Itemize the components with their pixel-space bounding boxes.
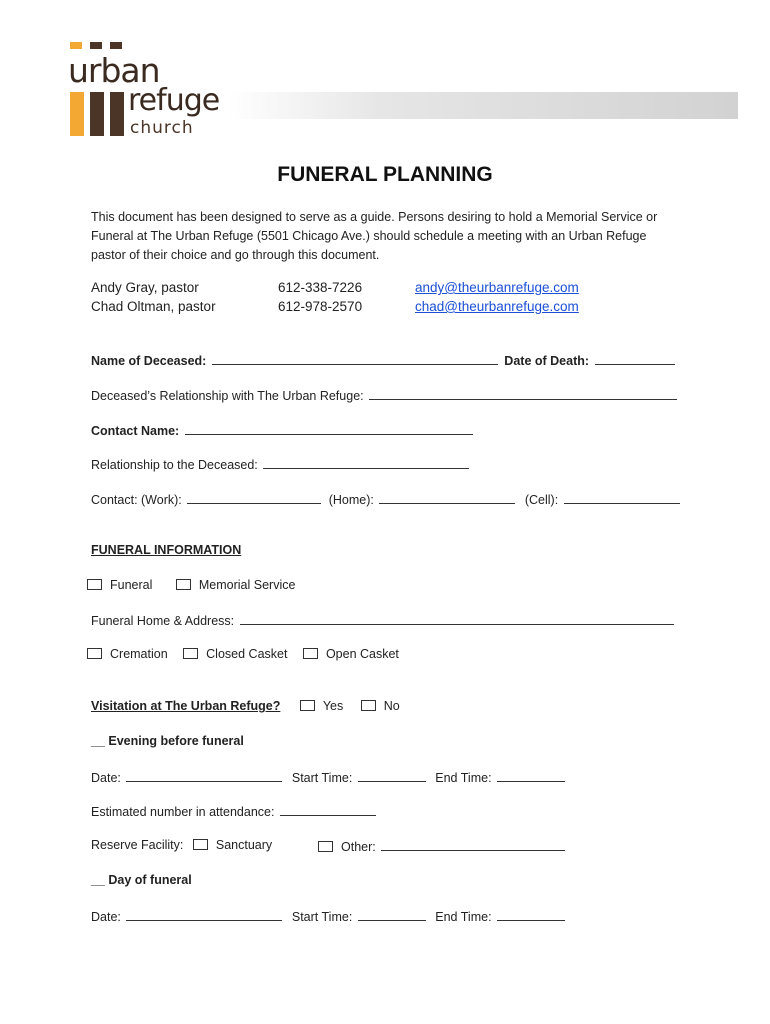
reserve-facility-label: Reserve Facility: — [91, 838, 184, 852]
memorial-service-option-label: Memorial Service — [198, 578, 296, 592]
cremation-option-label: Cremation — [110, 647, 168, 661]
casket-row — [87, 647, 399, 661]
sanctuary-checkbox[interactable] — [193, 839, 208, 850]
logo-bar-brown-2 — [110, 92, 124, 136]
attendance-field[interactable] — [280, 803, 376, 816]
contact-email-link[interactable]: andy@theurbanrefuge.com — [415, 280, 579, 295]
day-start-label: Start Time: — [291, 910, 353, 924]
relationship-deceased-field[interactable] — [263, 456, 469, 469]
other-facility-checkbox[interactable] — [318, 841, 333, 852]
page-title: FUNERAL PLANNING — [277, 163, 493, 186]
attendance-label: Estimated number in attendance: — [91, 805, 275, 819]
contact-name-label: Contact Name: — [91, 424, 180, 438]
name-of-deceased-row — [91, 352, 675, 368]
logo-square-brown-2 — [110, 42, 122, 49]
contact-name-field[interactable] — [185, 422, 473, 435]
evening-date-label: Date: — [91, 771, 121, 785]
contact-phone: 612-338-7226 — [278, 280, 363, 295]
reserve-facility-row — [91, 838, 272, 852]
relationship-urban-refuge-field[interactable] — [369, 387, 677, 400]
evening-start-label: Start Time: — [291, 771, 353, 785]
logo-bar-orange — [70, 92, 84, 136]
intro-paragraph: This document has been designed to serve as a guide. Persons desiring to hold a Memorial Service or Funeral at The Urban Refuge (5501 Chicago Ave.) should schedule a meeting with an Urban Refuge pastor of their choice and go through this document. — [91, 210, 658, 262]
logo-bar-brown-1 — [90, 92, 104, 136]
logo-word-urban: urban — [68, 51, 160, 90]
visitation-yes-checkbox[interactable] — [300, 700, 315, 711]
logo-square-orange — [70, 42, 82, 49]
logo-word-refuge: refuge — [128, 83, 220, 118]
logo-word-church: church — [130, 118, 194, 138]
contact-work-field[interactable] — [187, 491, 321, 504]
evening-end-field[interactable] — [497, 769, 565, 782]
relationship-urban-refuge-label: Deceased’s Relationship with The Urban Refuge: — [91, 389, 364, 403]
contact-work-label: Contact: (Work): — [91, 493, 182, 507]
funeral-home-label: Funeral Home & Address: — [91, 614, 235, 628]
contact-phones-row — [91, 491, 680, 507]
open-casket-checkbox[interactable] — [303, 648, 318, 659]
funeral-information-heading: FUNERAL INFORMATION — [91, 543, 242, 557]
visitation-no-checkbox[interactable] — [361, 700, 376, 711]
contact-phone: 612-978-2570 — [278, 299, 363, 314]
open-casket-option-label: Open Casket — [325, 647, 399, 661]
contact-cell-field[interactable] — [564, 491, 680, 504]
memorial-service-checkbox[interactable] — [176, 579, 191, 590]
visitation-yes-label: Yes — [322, 699, 344, 713]
sanctuary-option-label: Sanctuary — [215, 838, 273, 852]
funeral-checkbox[interactable] — [87, 579, 102, 590]
day-date-field[interactable] — [126, 908, 282, 921]
other-facility-field[interactable] — [381, 838, 565, 851]
funeral-home-field[interactable] — [240, 612, 674, 625]
date-of-death-label: Date of Death: — [504, 354, 590, 368]
funeral-home-row — [91, 612, 674, 628]
contact-name: Chad Oltman, pastor — [91, 299, 216, 314]
day-date-time-row — [91, 908, 565, 924]
day-end-field[interactable] — [497, 908, 565, 921]
closed-casket-option-label: Closed Casket — [206, 647, 288, 661]
relationship-deceased-row — [91, 456, 469, 472]
evening-end-label: End Time: — [435, 771, 492, 785]
contact-name-row — [91, 422, 473, 438]
evening-date-field[interactable] — [126, 769, 282, 782]
closed-casket-checkbox[interactable] — [183, 648, 198, 659]
evening-before-funeral-heading: __ Evening before funeral — [91, 734, 244, 748]
day-start-field[interactable] — [358, 908, 426, 921]
day-date-label: Date: — [91, 910, 121, 924]
header-gradient-bar — [228, 92, 738, 119]
contact-home-field[interactable] — [379, 491, 515, 504]
visitation-row — [91, 699, 400, 713]
date-of-death-field[interactable] — [595, 352, 675, 365]
evening-start-field[interactable] — [358, 769, 426, 782]
funeral-type-row — [87, 578, 295, 592]
reserve-other-row — [318, 838, 565, 854]
contact-name: Andy Gray, pastor — [91, 280, 199, 295]
contact-cell-label: (Cell): — [524, 493, 559, 507]
relationship-deceased-label: Relationship to the Deceased: — [91, 458, 258, 472]
evening-date-time-row — [91, 769, 565, 785]
day-end-label: End Time: — [435, 910, 492, 924]
cremation-checkbox[interactable] — [87, 648, 102, 659]
contact-home-label: (Home): — [328, 493, 374, 507]
name-of-deceased-field[interactable] — [212, 352, 498, 365]
visitation-no-label: No — [383, 699, 400, 713]
relationship-urban-refuge-row — [91, 387, 677, 403]
attendance-row — [91, 803, 376, 819]
logo-square-brown-1 — [90, 42, 102, 49]
contact-email-link[interactable]: chad@theurbanrefuge.com — [415, 299, 579, 314]
day-of-funeral-heading: __ Day of funeral — [91, 873, 192, 887]
visitation-label: Visitation at The Urban Refuge? — [91, 699, 281, 713]
urban-refuge-logo — [68, 40, 238, 140]
funeral-option-label: Funeral — [110, 578, 153, 592]
other-facility-label: Other: — [341, 840, 376, 854]
name-of-deceased-label: Name of Deceased: — [91, 354, 207, 368]
